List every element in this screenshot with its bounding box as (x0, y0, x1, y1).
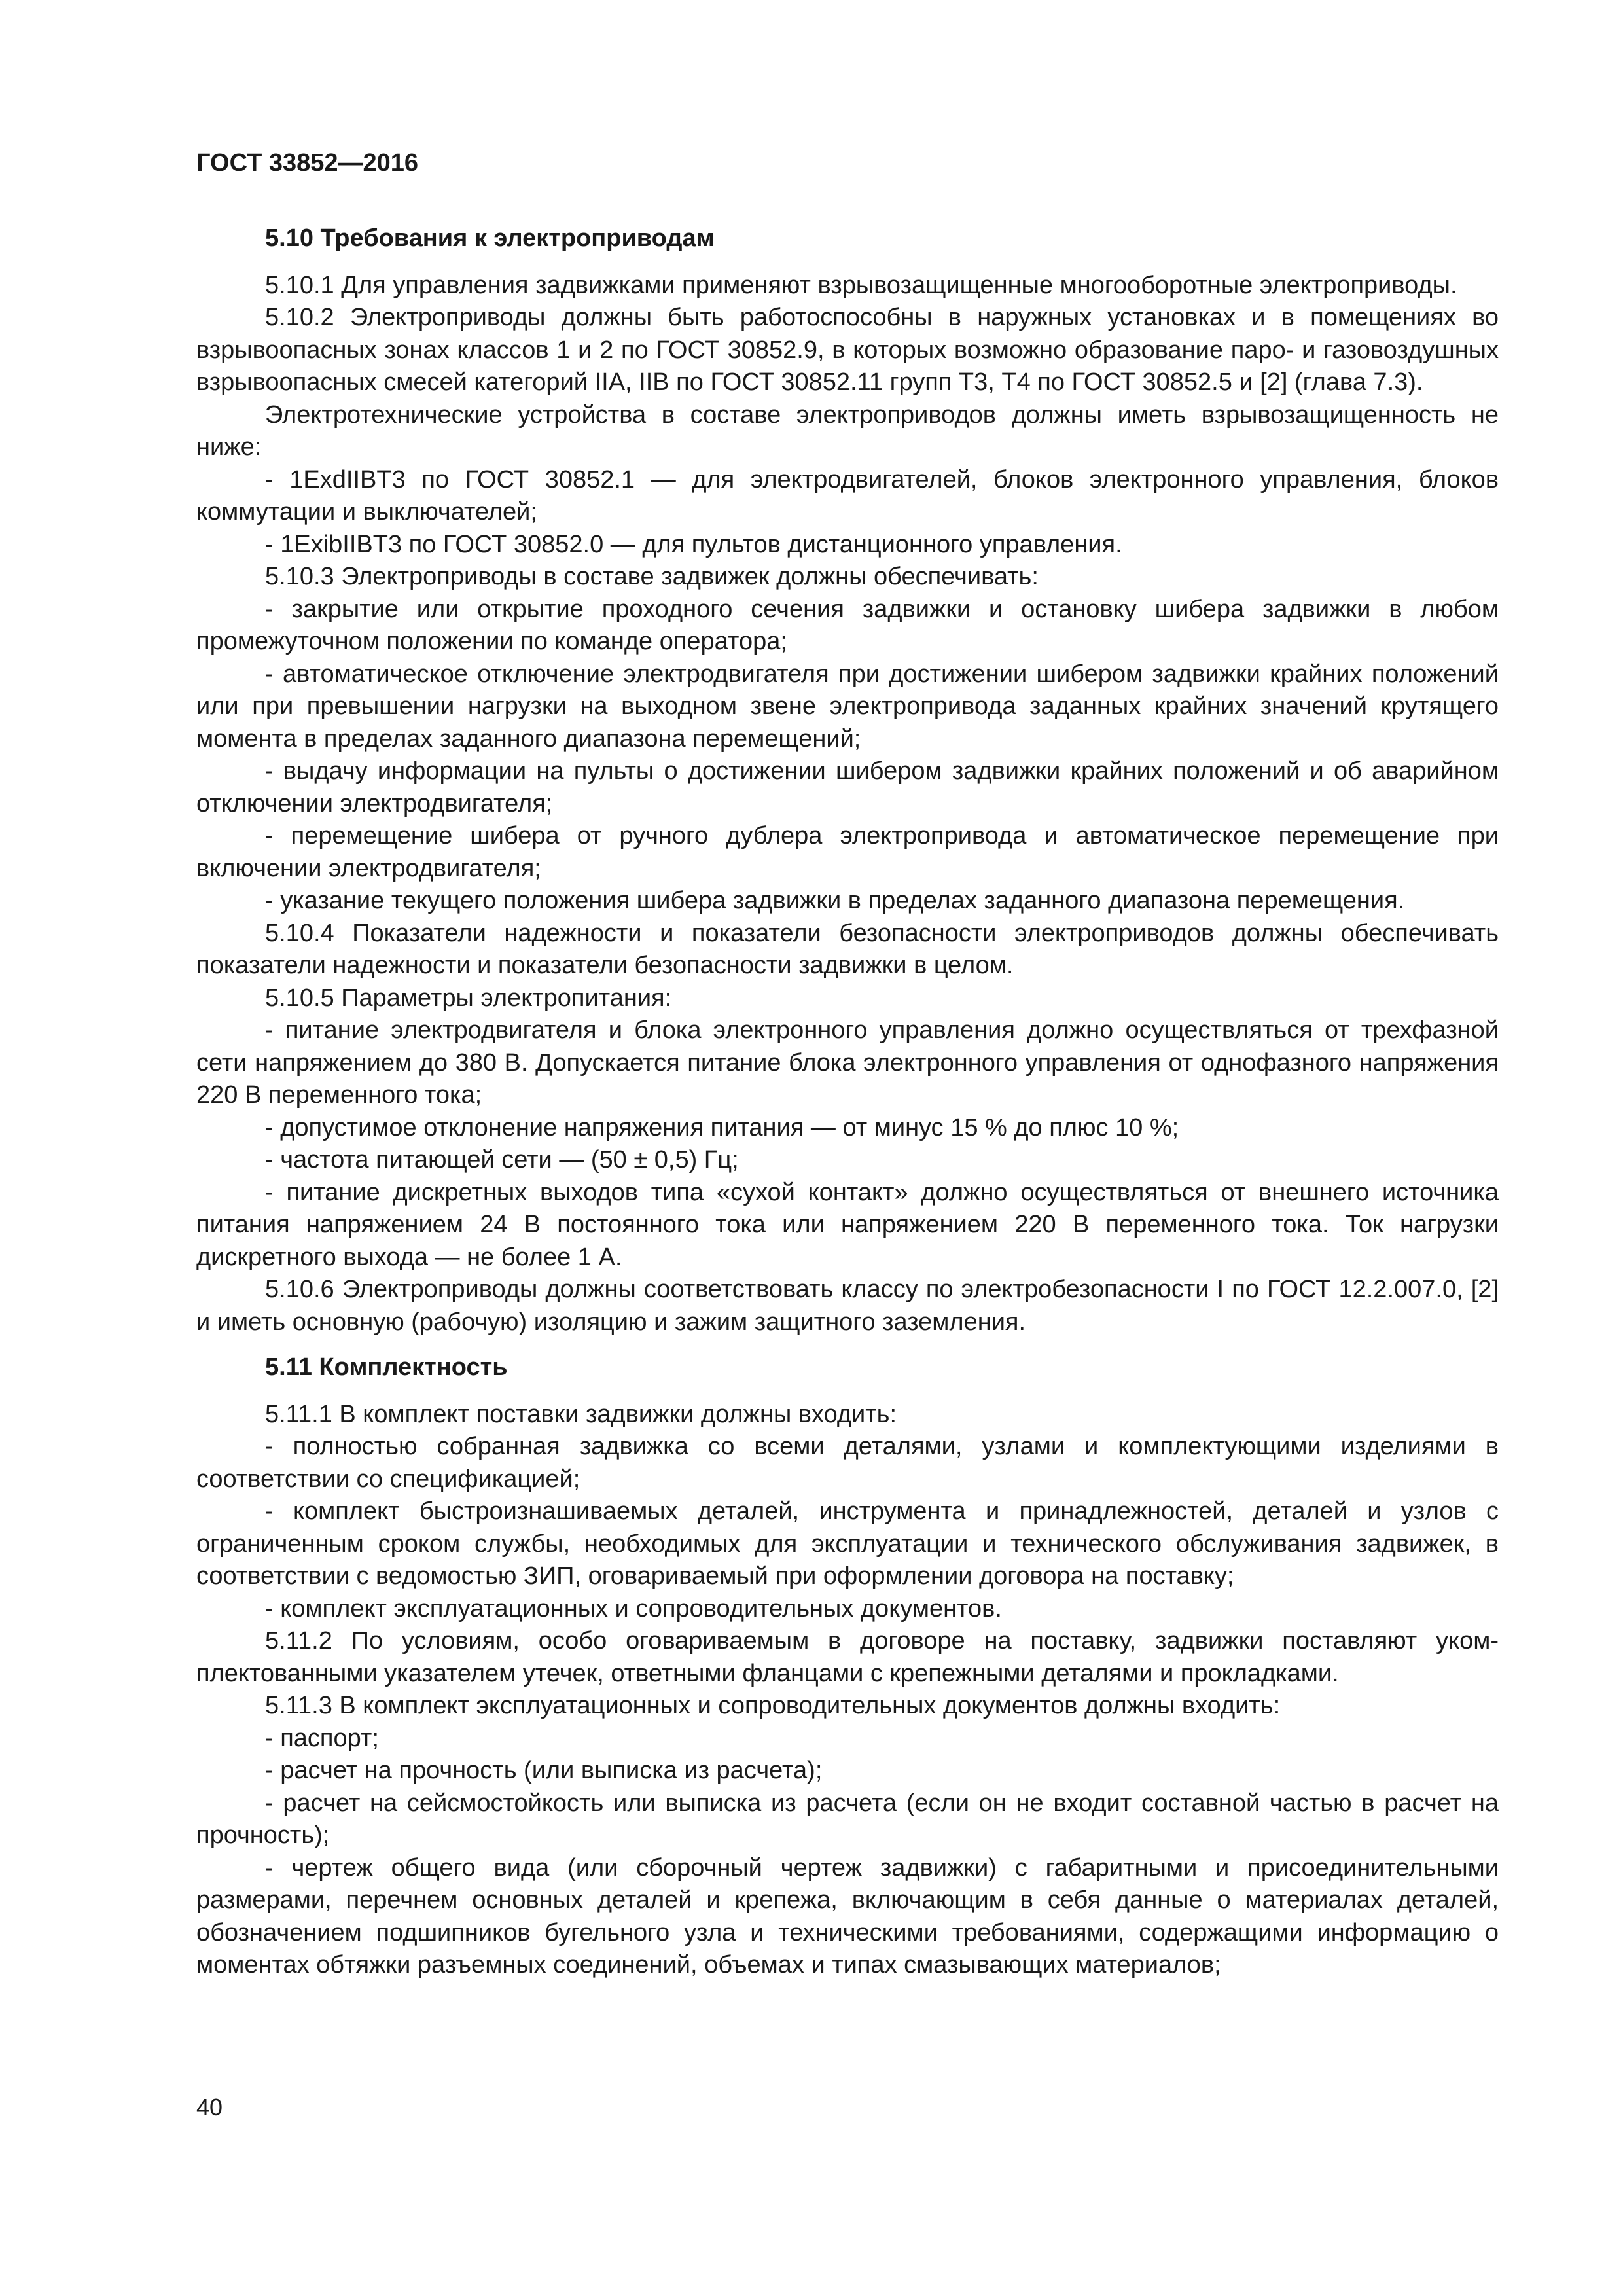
list-item: - паспорт; (265, 1724, 379, 1752)
list-item: - перемещение шибера от ручного дублера электропривода и автоматическое перемещение при включении электродвигателя; (196, 822, 1499, 882)
list-item: - указание текущего положения шибера задвижки в пределах заданного диапазона перемещения. (265, 887, 1405, 914)
list-item: - 1ExibIIBT3 по ГОСТ 30852.0 — для пультов дистанционного управления. (265, 530, 1122, 558)
list-item: - комплект эксплуатационных и сопроводительных документов. (265, 1594, 1002, 1623)
document-id-header: ГОСТ 33852—2016 (196, 149, 419, 177)
list-item: - питание дискретных выходов типа «сухой контакт» должно осуществляться от внешнего источника питания напряжением 24 В постоянного тока или напряжением 220 В переменного тока. Ток нагрузки дискретного выхода — не более 1 А. (196, 1178, 1499, 1271)
list-item: - выдачу информации на пульты о достижении шибером задвижки крайних положений и об аварийном отключении электродвигателя; (196, 757, 1499, 817)
section-title-5-11: 5.11 Комплектность (265, 1354, 508, 1381)
list-item: - питание электродвигателя и блока электронного управления должно осуществляться от трехфазной сети напряжением до 380 В. Допускается питание блока электронного управления от однофазного напряжения 220 В переменного тока; (196, 1016, 1499, 1109)
paragraph: Электротехнические устройства в составе электроприводов должны иметь взрывозащищенность не ниже: (196, 401, 1499, 461)
paragraph: 5.10.5 Параметры электропитания: (265, 984, 672, 1012)
paragraph: 5.10.1 Для управления задвижками применяют взрывозащищенные многооборотные электроприводы. (265, 271, 1457, 299)
list-item: - полностью собранная задвижка со всеми деталями, узлами и комплектующими изделиями в соответствии со спецификацией; (196, 1433, 1499, 1493)
paragraph: 5.10.3 Электроприводы в составе задвижек должны обеспечивать: (265, 563, 1039, 590)
page-number: 40 (196, 2094, 223, 2121)
list-item: - автоматическое отключение электродвигателя при достижении шибером задвижки крайних положений или при превышении нагрузки на выходном звене электропривода заданных крайних значений крутящего момента в пределах заданного диапазона перемещений; (196, 660, 1499, 753)
list-item: - чертеж общего вида (или сборочный чертеж задвижки) с габаритными и присоединительными размерами, перечнем основных деталей и крепежа, включающим в себя данные о материалах деталей, обозначением подшипников бугельного узла и техническими требованиями, содержащими информацию о моментах обтяжки разъемных соединений, объемах и типах смазывающих материалов; (196, 1854, 1499, 1979)
list-item: - расчет на сейсмостойкость или выписка из расчета (если он не входит составной частью в расчет на прочность); (196, 1789, 1499, 1849)
paragraph: 5.10.2 Электроприводы должны быть работоспособны в наружных установках и в помещениях во взрывоопасных зонах классов 1 и 2 по ГОСТ 30852.9, в которых возможно образование паро- и газовоздушных взрывоопасных смесей категорий IIA, IIB по ГОСТ 30852.11 групп Т3, Т4 по ГОСТ 30852.5 и [2] (глава 7.3). (196, 304, 1499, 396)
list-item: - комплект быстроизнашиваемых деталей, инструмента и принадлежностей, деталей и узлов с ограниченным сроком службы, необходимых для эксплуатации и технического обслуживания задвижек, в соответствии с ведомостью ЗИП, оговариваемый при оформлении договора на поставку; (196, 1498, 1499, 1590)
paragraph: 5.11.3 В комплект эксплуатационных и сопроводительных документов должны входить: (265, 1692, 1281, 1719)
list-item: - допустимое отклонение напряжения питания — от минус 15 % до плюс 10 %; (265, 1113, 1179, 1141)
section-title-5-10: 5.10 Требования к электроприводам (265, 224, 715, 252)
list-item: - закрытие или открытие проходного сечения задвижки и остановку шибера задвижки в любом промежуточном положении по команде оператора; (196, 595, 1499, 655)
paragraph: 5.11.2 По условиям, особо оговариваемым в договоре на поставку, задвижки поставляют укомплектованными указателем утечек, ответными фланцами с крепежными деталями и прокладками. (196, 1627, 1499, 1687)
document-body (196, 223, 1499, 1982)
paragraph: 5.10.4 Показатели надежности и показатели безопасности электроприводов должны обеспечивать показатели надежности и показатели безопасности задвижки в целом. (196, 919, 1499, 979)
paragraph: 5.10.6 Электроприводы должны соответствовать классу по электробезопасности I по ГОСТ 12.2.007.0, [2] и иметь основную (рабочую) изоляцию и зажим защитного заземления. (196, 1276, 1499, 1336)
list-item: - частота питающей сети — (50 ± 0,5) Гц; (265, 1146, 739, 1174)
list-item: - 1ExdIIBT3 по ГОСТ 30852.1 — для электродвигателей, блоков электронного управления, блоков коммутации и выключателей; (196, 465, 1499, 526)
list-item: - расчет на прочность (или выписка из расчета); (265, 1757, 823, 1784)
paragraph: 5.11.1 В комплект поставки задвижки должны входить: (265, 1400, 897, 1428)
